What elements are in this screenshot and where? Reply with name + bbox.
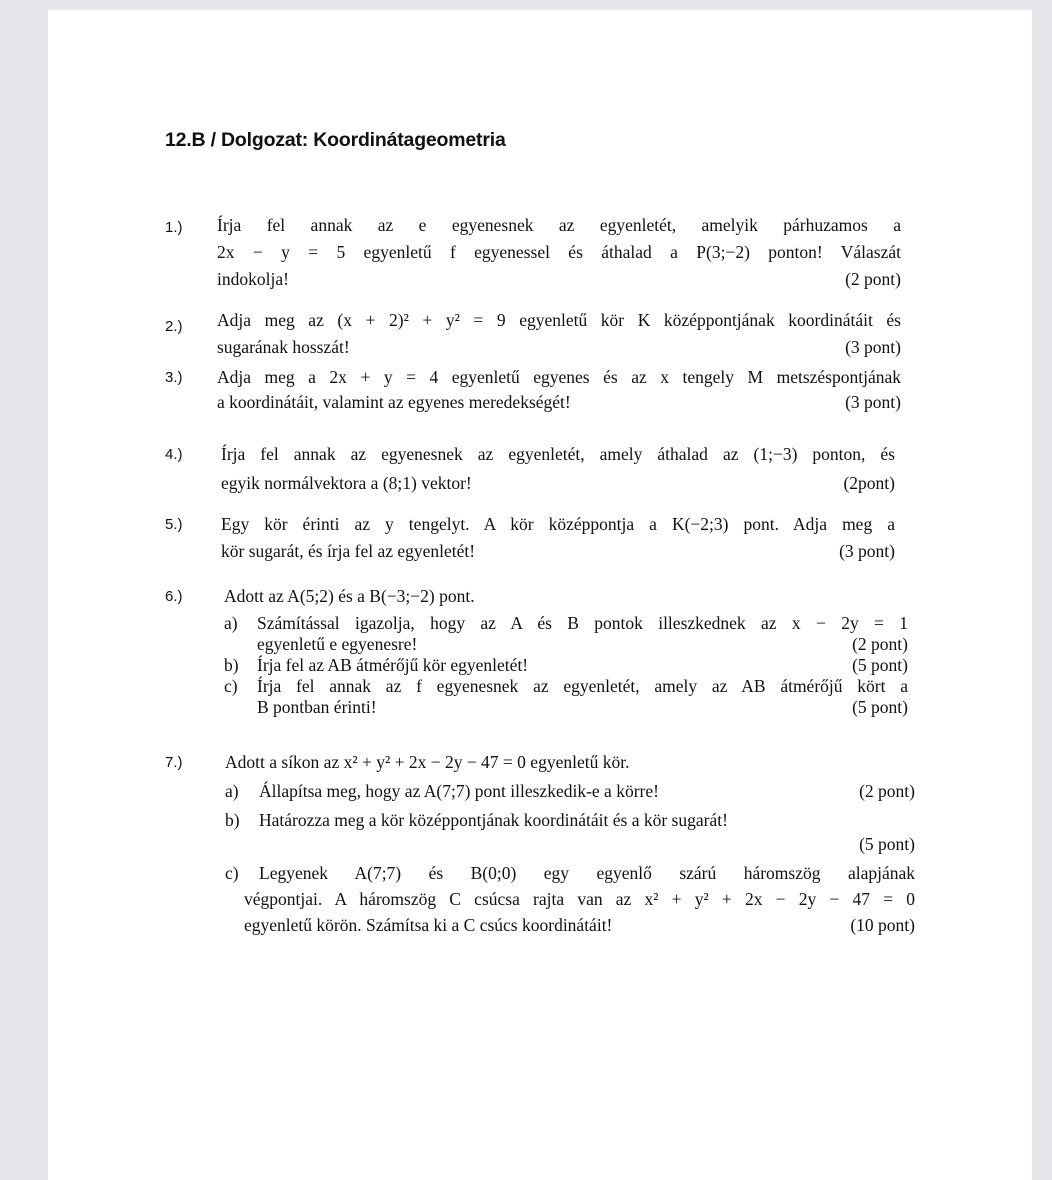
question-text-line: Írja fel annak az f egyenesnek az egyenletét, amely az AB átmérőjű kört a: [257, 676, 908, 696]
question-points: (2 pont): [852, 634, 908, 654]
question-text-line: Legyenek A(7;7) és B(0;0) egy egyenlő szárú háromszög alapjának: [259, 863, 915, 883]
question-number: 3.): [165, 369, 183, 386]
question-number: 1.): [165, 219, 183, 236]
question-number: 5.): [165, 516, 183, 533]
question-text-line: végpontjai. A háromszög C csúcsa rajta van az x² + y² + 2x − 2y − 47 = 0: [244, 889, 915, 909]
question-6b: [224, 655, 908, 676]
question-intro: Adott az A(5;2) és a B(−3;−2) pont.: [224, 586, 475, 606]
question-points: (5 pont): [859, 834, 915, 854]
question-text-line: Adja meg a 2x + y = 4 egyenletű egyenes és az x tengely M metszéspontjának: [217, 367, 901, 387]
question-text-line: Határozza meg a kör középpontjának koordinátáit és a kör sugarát!: [259, 810, 728, 830]
question-number: 4.): [165, 446, 183, 463]
document-page: [48, 10, 1032, 1180]
question-number: 7.): [165, 754, 183, 771]
question-points: (2 pont): [859, 781, 915, 801]
question-text-line: B pontban érinti!: [257, 697, 377, 717]
question-points: (3 pont): [845, 392, 901, 412]
question-text-line: Írja fel annak az egyenesnek az egyenletét, amely áthalad az (1;−3) ponton, és: [221, 444, 895, 464]
question-text-line: egyenletű körön. Számítsa ki a C csúcs koordinátáit!: [244, 915, 613, 935]
question-points: (2pont): [843, 473, 895, 493]
question-intro: Adott a síkon az x² + y² + 2x − 2y − 47 = 0 egyenletű kör.: [225, 752, 630, 772]
question-text-line: 2x − y = 5 egyenletű f egyenessel és áthalad a P(3;−2) ponton! Válaszát: [217, 242, 901, 262]
question-points: (3 pont): [845, 337, 901, 357]
question-text-line: indokolja!: [217, 269, 289, 289]
question-7b: [225, 808, 915, 856]
question-points: (3 pont): [839, 541, 895, 561]
question-text-line: a koordinátáit, valamint az egyenes meredekségét!: [217, 392, 571, 412]
question-text-line: sugarának hosszát!: [217, 337, 350, 357]
part-label: a): [224, 613, 238, 633]
document-title: 12.B / Dolgozat: Koordinátageometria: [165, 129, 506, 151]
question-points: (5 pont): [852, 655, 908, 675]
question-text-line: Egy kör érinti az y tengelyt. A kör középpontja a K(−2;3) pont. Adja meg a: [221, 514, 895, 534]
question-7a: [225, 779, 915, 804]
question-text-line: Írja fel az AB átmérőjű kör egyenletét!: [257, 655, 529, 675]
question-7c: [225, 860, 915, 938]
question-text-line: egyik normálvektora a (8;1) vektor!: [221, 473, 472, 493]
question-6c: [224, 676, 908, 718]
part-label: a): [225, 781, 239, 801]
question-number: 6.): [165, 588, 183, 605]
question-text-line: Számítással igazolja, hogy az A és B pontok illeszkednek az x − 2y = 1: [257, 613, 908, 633]
question-points: (2 pont): [845, 269, 901, 289]
question-text-line: egyenletű e egyenesre!: [257, 634, 418, 654]
part-label: c): [224, 676, 238, 696]
question-text-line: kör sugarát, és írja fel az egyenletét!: [221, 541, 476, 561]
part-label: b): [224, 655, 239, 675]
part-label: c): [225, 863, 239, 883]
question-text-line: Adja meg az (x + 2)² + y² = 9 egyenletű kör K középpontjának koordinátáit és: [217, 310, 901, 330]
question-points: (5 pont): [852, 697, 908, 717]
question-6a: [224, 613, 908, 655]
question-points: (10 pont): [850, 915, 915, 935]
part-label: b): [225, 810, 240, 830]
question-number: 2.): [165, 318, 183, 335]
question-text-line: Írja fel annak az e egyenesnek az egyenletét, amelyik párhuzamos a: [217, 215, 901, 235]
question-text-line: Állapítsa meg, hogy az A(7;7) pont illeszkedik-e a körre!: [259, 781, 659, 801]
